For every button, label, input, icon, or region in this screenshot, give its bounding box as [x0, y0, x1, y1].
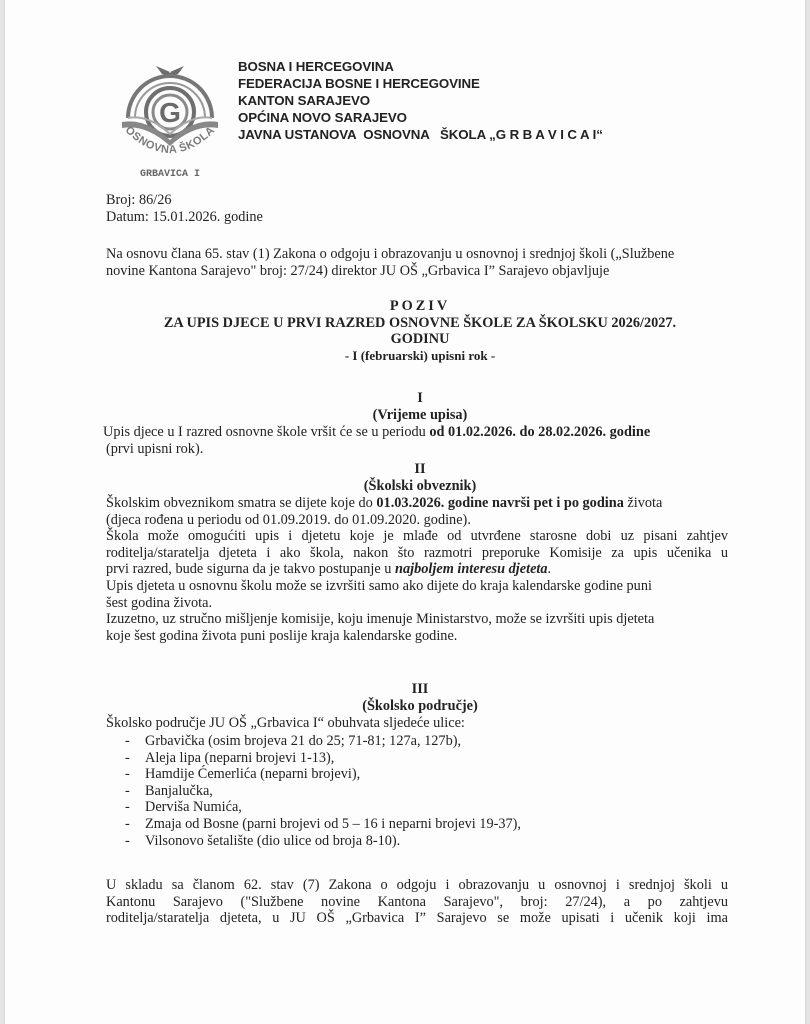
- body-text: Upis djece u I razred osnovne škole vršit će se u periodu: [103, 424, 430, 440]
- street-list: [125, 733, 521, 849]
- list-item: [125, 783, 521, 800]
- street-name: Hamdije Ćemerlića (neparni brojevi),: [145, 766, 361, 783]
- letterhead-canton: KANTON SARAJEVO: [238, 93, 370, 108]
- street-name: Banjalučka,: [145, 782, 213, 799]
- body-text: života: [623, 495, 663, 511]
- list-item: [125, 766, 521, 783]
- title-block: [100, 298, 740, 364]
- school-logo-icon: [108, 56, 232, 180]
- body-text: šest godina života.: [106, 594, 213, 611]
- section-iii-intro: [106, 715, 728, 732]
- section-numeral: I: [417, 390, 423, 406]
- body-text: Školsko područje JU OŠ „Grbavica I“ obuhvata sljedeće ulice:: [106, 715, 465, 731]
- svg-text:I: I: [168, 67, 172, 75]
- body-text: (djeca rođena u periodu od 01.09.2019. do 01.09.2020. godine).: [106, 511, 471, 528]
- body-text: Izuzetno, uz stručno mišljenje komisije, koju imenuje Ministarstvo, može se izvršiti upis djeteta: [106, 611, 655, 628]
- list-item: [125, 833, 521, 850]
- letterhead-federation: FEDERACIJA BOSNE I HERCEGOVINE: [238, 76, 480, 91]
- list-item: [125, 816, 521, 833]
- list-item: [125, 733, 521, 750]
- bullet-dash: -: [125, 733, 130, 749]
- document-meta: [106, 192, 263, 225]
- svg-text:OSNOVNA ŠKOLA: OSNOVNA ŠKOLA: [122, 124, 218, 157]
- closing-paragraph: [106, 877, 728, 927]
- section-ii-header: [100, 461, 740, 494]
- section-numeral: III: [411, 681, 429, 697]
- title-line: ZA UPIS DJECE U PRVI RAZRED OSNOVNE ŠKOLE ZA ŠKOLSKU 2026/2027.: [163, 314, 677, 331]
- street-name: Vilsonovo šetalište (dio ulice od broja 8-10).: [145, 832, 401, 849]
- age-requirement: 01.03.2026. godine navrši pet i po godina: [376, 495, 624, 511]
- section-heading: (Školsko područje): [362, 697, 478, 714]
- title-line: GODINU: [390, 331, 450, 348]
- body-text: Kantonu Sarajevo ("Službene novine Kantona Sarajevo", broj: 27/24), a po zahtjevu: [106, 893, 728, 910]
- svg-text:G: G: [159, 97, 181, 128]
- bullet-dash: -: [125, 749, 130, 766]
- letterhead-country: BOSNA I HERCEGOVINA: [238, 59, 394, 74]
- intro-paragraph: [106, 246, 726, 279]
- section-i-body: [103, 424, 725, 457]
- bullet-dash: -: [125, 815, 130, 832]
- body-text: Škola može omogućiti upis i djetetu koje je mlađe od utvrđene starosne dobi uz pisani zahtjev: [106, 528, 728, 545]
- body-text: koje šest godina života puni poslije kraja kalendarske godine.: [106, 627, 458, 644]
- section-heading: (Vrijeme upisa): [372, 406, 468, 423]
- street-name: Derviša Numića,: [145, 799, 242, 816]
- intro-line: novine Kantona Sarajevo" broj: 27/24) direktor JU OŠ „Grbavica I” Sarajevo objavljuje: [106, 262, 610, 279]
- document-page: [5, 0, 805, 1024]
- section-iii-header: [100, 681, 740, 714]
- enrollment-period: od 01.02.2026. do 28.02.2026. godine: [429, 424, 651, 440]
- title-subtitle: - I (februarski) upisni rok -: [344, 347, 496, 363]
- bullet-dash: -: [125, 799, 130, 816]
- letterhead: [238, 58, 603, 143]
- body-text: Upis djeteta u osnovnu školu može se izvršiti samo ako dijete do kraja kalendarske godine puni: [106, 577, 652, 594]
- section-i-header: [100, 390, 740, 423]
- intro-line: Na osnovu člana 65. stav (1) Zakona o odgoju i obrazovanju u osnovnoj i srednjoj školi („Službene: [106, 246, 675, 262]
- list-item: [125, 750, 521, 767]
- list-item: [125, 799, 521, 816]
- bullet-dash: -: [125, 766, 130, 783]
- bullet-dash: -: [125, 832, 130, 849]
- body-text: U skladu sa članom 62. stav (7) Zakona o odgoju i obrazovanju u osnovnoj i srednjoj školi u: [106, 877, 728, 893]
- body-text: roditelja/staratelja djeteta, u JU OŠ „Grbavica I” Sarajevo se može upisati i učenik koji ima: [106, 910, 728, 927]
- section-heading: (Školski obveznik): [363, 477, 477, 494]
- svg-text:GRBAVICA I: GRBAVICA I: [139, 169, 201, 180]
- street-name: Zmaja od Bosne (parni brojevi od 5 – 16 i neparni brojevi 19-37),: [145, 815, 521, 832]
- document-title: POZIV: [389, 298, 451, 314]
- body-text: roditelja/staratelja djeteta i ako škola, nakon što razmotri preporuke Komisije za upis učenika u: [106, 544, 728, 561]
- document-number: Broj: 86/26: [106, 192, 172, 208]
- letterhead-municipality: OPĆINA NOVO SARAJEVO: [238, 110, 407, 125]
- street-name: Grbavička (osim brojeva 21 do 25; 71-81; 127a, 127b),: [145, 733, 462, 749]
- emphasis-text: najboljem interesu djeteta: [395, 561, 548, 578]
- body-text: prvi razred, bude sigurna da je takvo postupanje u: [106, 561, 396, 578]
- section-numeral: II: [414, 461, 426, 477]
- bullet-dash: -: [125, 782, 130, 799]
- letterhead-school-name: JAVNA USTANOVA OSNOVNA ŠKOLA „G R B A V I C A I“: [238, 127, 603, 142]
- body-text: .: [547, 561, 552, 578]
- body-text: (prvi upisni rok).: [106, 440, 204, 457]
- street-name: Aleja lipa (neparni brojevi 1-13),: [145, 749, 335, 766]
- body-text: Školskim obveznikom smatra se dijete koje do: [106, 495, 377, 511]
- section-ii-body: [106, 495, 728, 644]
- document-date: Datum: 15.01.2026. godine: [106, 208, 263, 225]
